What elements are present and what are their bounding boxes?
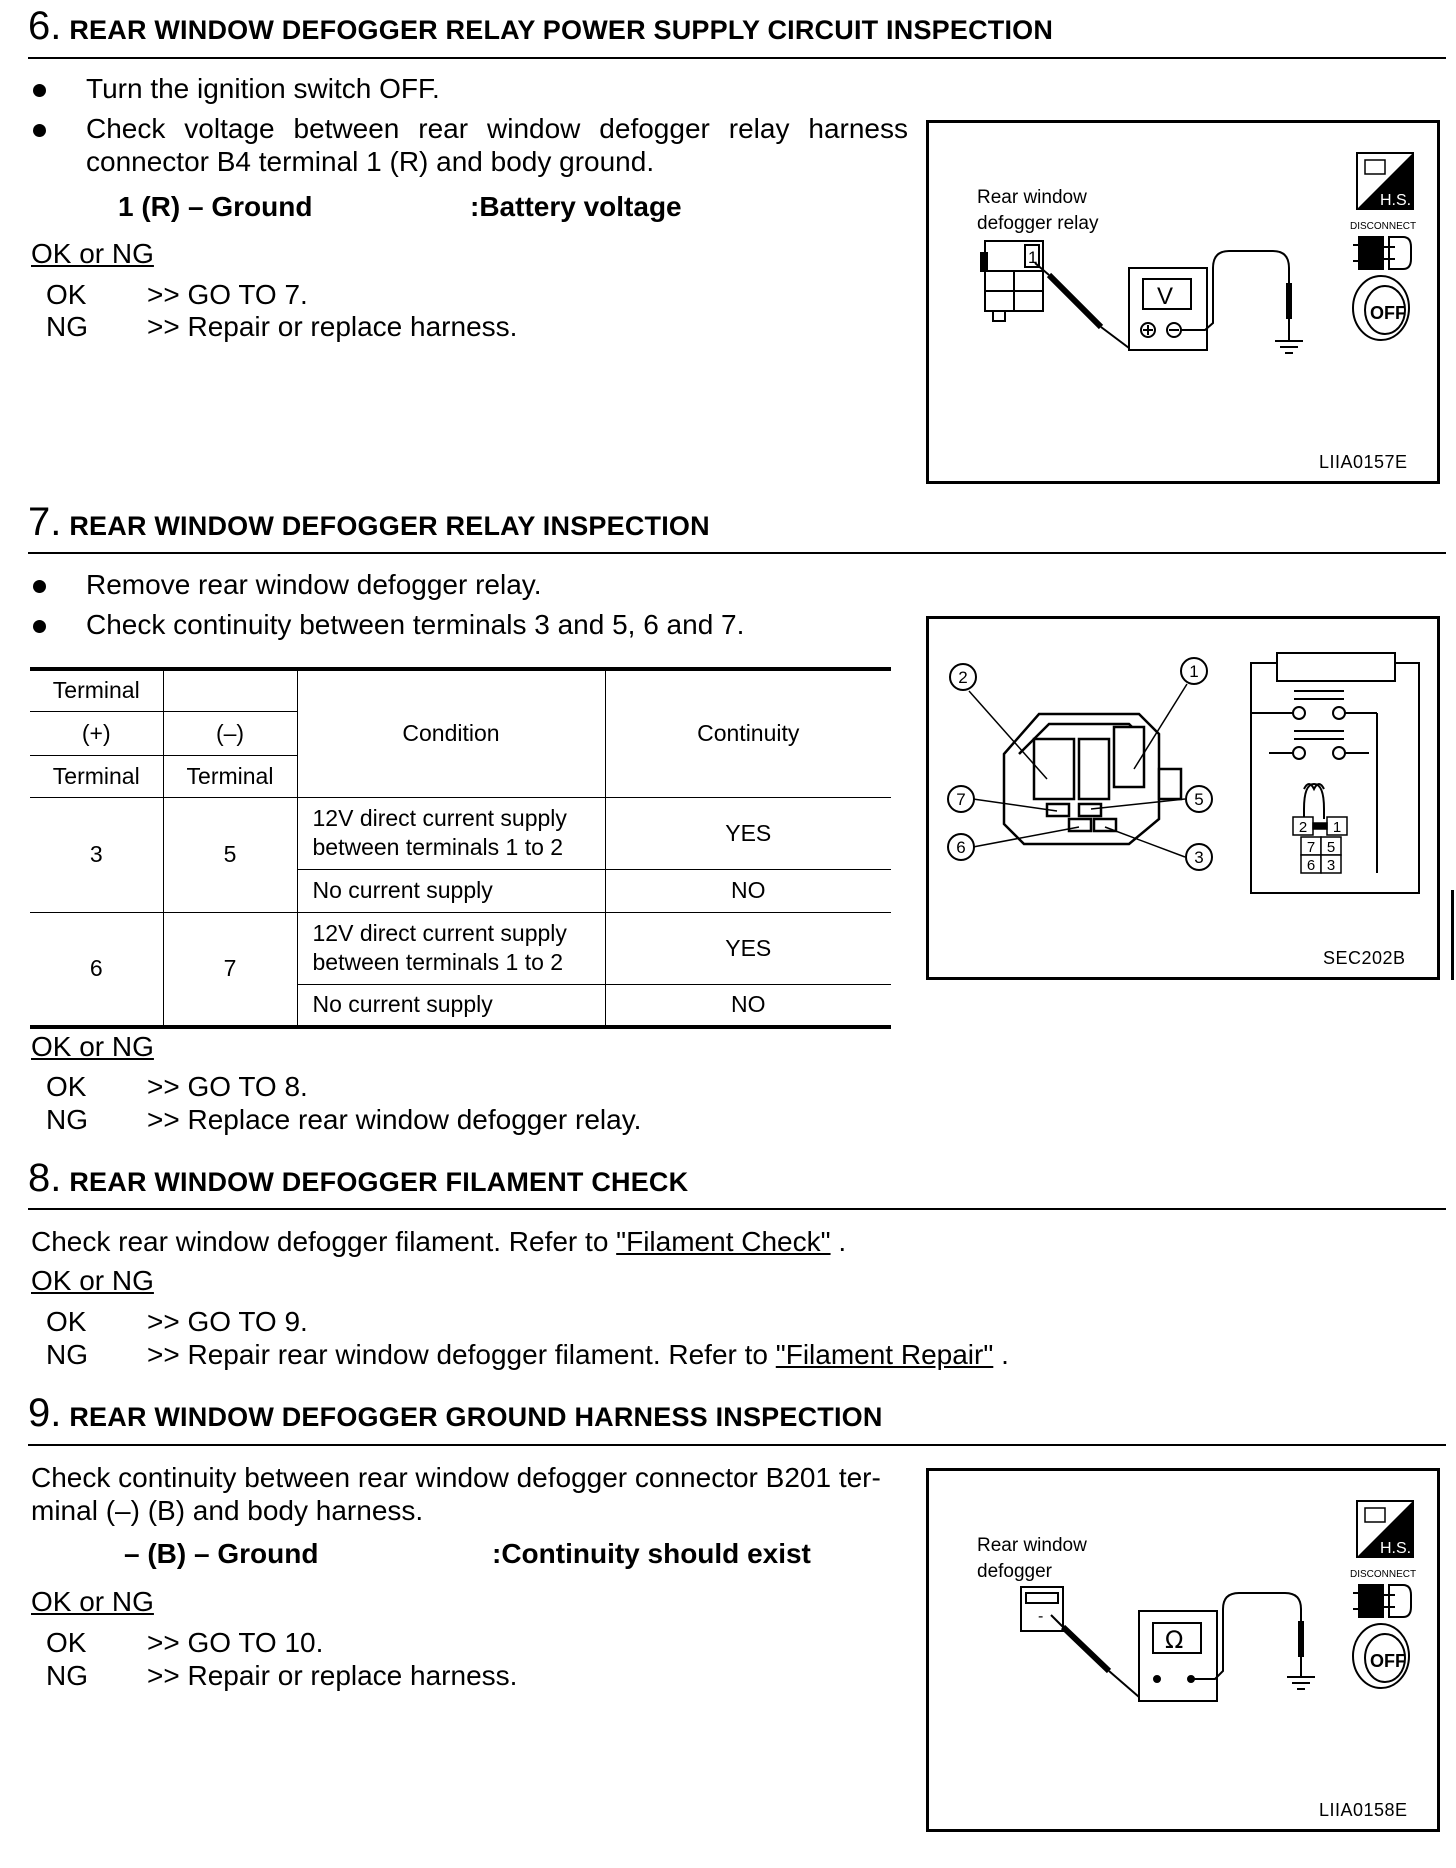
fig9-diagram: [929, 1471, 1437, 1829]
sec9-ok-value: >> GO TO 10.: [147, 1627, 324, 1658]
sec6-spec-terminal: 1 (R) – Ground: [118, 191, 313, 222]
table-cell: NO: [605, 984, 891, 1027]
pin-6: 6: [1306, 857, 1316, 874]
bullet: [33, 580, 46, 593]
condition-line: 12V direct current supply: [312, 805, 567, 831]
table-header-cell: Terminal: [163, 755, 297, 797]
sec8-ok-key: OK: [46, 1306, 87, 1337]
disconnect-icon: [1353, 237, 1411, 269]
fig6-label-line1: Rear window: [977, 187, 1087, 208]
fig9-hs-text: H.S.: [1380, 1540, 1412, 1557]
table-cell: 5: [163, 797, 297, 912]
sec6-ok-or-ng: OK or NG: [31, 238, 154, 269]
callout-1: 1: [1189, 662, 1199, 681]
fig6-hs-text: H.S.: [1380, 192, 1412, 209]
sec6-ng-value: >> Repair or replace harness.: [147, 311, 518, 342]
filament-check-link[interactable]: "Filament Check": [616, 1226, 831, 1257]
table-cell: 7: [163, 912, 297, 1027]
callout-6: 6: [956, 838, 966, 857]
table-header-cell: Continuity: [605, 669, 891, 797]
fig9-label-line2: defogger: [977, 1561, 1053, 1582]
table-cell: No current supply: [297, 984, 605, 1027]
fig6-terminal: 1: [1028, 248, 1038, 267]
sec8-line-1-tail: .: [830, 1226, 847, 1257]
table-cell: YES: [605, 797, 891, 869]
section-8-heading: REAR WINDOW DEFOGGER FILAMENT CHECK: [69, 1167, 689, 1197]
relay-continuity-table: [30, 667, 891, 1029]
sec9-spec-value: :Continuity should exist: [492, 1538, 811, 1569]
section-9-number: 9.: [28, 1391, 62, 1435]
callout-2: 2: [958, 668, 968, 687]
hs-icon: [1357, 1501, 1413, 1557]
sec7-bullet-2: Check continuity between terminals 3 and 5, 6 and 7.: [86, 609, 745, 640]
bullet: [33, 620, 46, 633]
sec9-line-1: Check continuity between rear window defogger connector B201 ter-: [31, 1462, 881, 1493]
table-row: [30, 912, 891, 984]
condition-line: between terminals 1 to 2: [312, 949, 564, 975]
table-cell: [297, 797, 605, 869]
callout-3: 3: [1194, 848, 1204, 867]
fig9-terminal: -: [1038, 1608, 1044, 1625]
fig7-code: SEC202B: [1323, 948, 1406, 968]
fig9-label-line1: Rear window: [977, 1535, 1087, 1556]
sec7-ng-key: NG: [46, 1104, 88, 1135]
pin-7: 7: [1306, 839, 1316, 856]
pin-1: 1: [1332, 819, 1342, 836]
callout-7: 7: [956, 790, 966, 809]
probe-icon: [1051, 1615, 1139, 1697]
fig6-meter-symbol: V: [1157, 283, 1174, 310]
sec7-ok-or-ng: OK or NG: [31, 1031, 154, 1062]
table-cell: YES: [605, 912, 891, 984]
sec6-ok-key: OK: [46, 279, 87, 310]
sec8-ok-or-ng: OK or NG: [31, 1265, 154, 1296]
fig6-off-text: OFF: [1370, 303, 1406, 323]
table-header-cell: (+): [30, 711, 163, 755]
section-9-title: [28, 1391, 883, 1436]
section-7-rule: [28, 552, 1446, 554]
filament-repair-link[interactable]: "Filament Repair": [775, 1339, 994, 1370]
sec8-ok-value: >> GO TO 9.: [147, 1306, 308, 1337]
sec9-line-2: minal (–) (B) and body harness.: [31, 1495, 424, 1526]
section-7-number: 7.: [28, 500, 62, 544]
hs-icon: [1357, 153, 1413, 209]
disconnect-icon: [1353, 1585, 1411, 1617]
pin-2: 2: [1298, 819, 1308, 836]
sec6-bullet-2-line1: Check voltage between rear window defogger relay harness: [86, 113, 908, 144]
section-8-title: [28, 1156, 688, 1201]
sec7-ok-key: OK: [46, 1071, 87, 1102]
sec9-figure: [926, 1468, 1440, 1832]
sec9-spec-terminal: – (B) – Ground: [124, 1538, 319, 1569]
bullet: [33, 84, 46, 97]
sec9-ng-key: NG: [46, 1660, 88, 1691]
table-header-row: [30, 669, 891, 711]
fig6-code: LIIA0157E: [1319, 452, 1408, 472]
section-8-rule: [28, 1208, 1446, 1210]
section-9-rule: [28, 1444, 1446, 1446]
sec8-ng-text: >> Repair rear window defogger filament. Refer to: [147, 1339, 776, 1370]
sec6-figure: [926, 120, 1440, 484]
table-cell: NO: [605, 869, 891, 912]
sec6-bullet-2-line2: connector B4 terminal 1 (R) and body ground.: [86, 146, 655, 177]
table-header-cell: Terminal: [30, 669, 163, 711]
relay-body-icon: [1004, 714, 1181, 844]
sec9-ng-value: >> Repair or replace harness.: [147, 1660, 518, 1691]
table-cell: 3: [30, 797, 163, 912]
table-header-cell: [163, 669, 297, 711]
sec9-ok-key: OK: [46, 1627, 87, 1658]
sec6-spec-value: :Battery voltage: [470, 191, 682, 222]
section-7-heading: REAR WINDOW DEFOGGER RELAY INSPECTION: [69, 511, 710, 541]
sec7-ok-value: >> GO TO 8.: [147, 1071, 308, 1102]
sec8-ng-tail: .: [993, 1339, 1009, 1370]
fig6-disconnect-text: DISCONNECT: [1350, 221, 1417, 232]
fig7-diagram: [929, 619, 1437, 977]
table-header-cell: Condition: [297, 669, 605, 797]
sec7-ng-value: >> Replace rear window defogger relay.: [147, 1104, 642, 1135]
section-9-heading: REAR WINDOW DEFOGGER GROUND HARNESS INSPECTION: [69, 1402, 883, 1432]
probe-icon: [1035, 263, 1129, 348]
condition-line: between terminals 1 to 2: [312, 834, 564, 860]
condition-line: 12V direct current supply: [312, 920, 567, 946]
table-header-cell: (–): [163, 711, 297, 755]
pin-3: 3: [1326, 857, 1336, 874]
sec8-ng-key: NG: [46, 1339, 88, 1370]
sec6-ok-value: >> GO TO 7.: [147, 279, 308, 310]
table-cell: [297, 912, 605, 984]
margin-mark: [1451, 890, 1454, 980]
fig6-diagram: [929, 123, 1437, 481]
fig6-label-line2: defogger relay: [977, 213, 1099, 234]
section-6-title: [28, 4, 1053, 49]
pin-5: 5: [1326, 839, 1336, 856]
sec7-figure: [926, 616, 1440, 980]
table-header-cell: Terminal: [30, 755, 163, 797]
sec8-line-1-text: Check rear window defogger filament. Refer to: [31, 1226, 617, 1257]
sec9-ok-or-ng: OK or NG: [31, 1586, 154, 1617]
callout-5: 5: [1194, 790, 1204, 809]
ohmmeter-icon: [1139, 1611, 1217, 1701]
sec6-ng-key: NG: [46, 311, 88, 342]
sec8-ng-value: [147, 1339, 1009, 1371]
table-cell: No current supply: [297, 869, 605, 912]
section-6-heading: REAR WINDOW DEFOGGER RELAY POWER SUPPLY CIRCUIT INSPECTION: [69, 15, 1054, 45]
fig9-disconnect-text: DISCONNECT: [1350, 1569, 1417, 1580]
section-8-number: 8.: [28, 1156, 62, 1200]
bullet: [33, 124, 46, 137]
section-6-number: 6.: [28, 4, 62, 48]
section-6-rule: [28, 57, 1446, 59]
fig9-code: LIIA0158E: [1319, 1800, 1408, 1820]
sec8-line-1: [31, 1225, 846, 1258]
sec6-bullet-1: Turn the ignition switch OFF.: [86, 73, 440, 104]
fig9-off-text: OFF: [1370, 1651, 1406, 1671]
table-cell: 6: [30, 912, 163, 1027]
table-row: [30, 797, 891, 869]
sec7-bullet-1: Remove rear window defogger relay.: [86, 569, 542, 600]
fig9-meter-symbol: Ω: [1165, 1626, 1184, 1654]
section-7-title: [28, 500, 710, 545]
